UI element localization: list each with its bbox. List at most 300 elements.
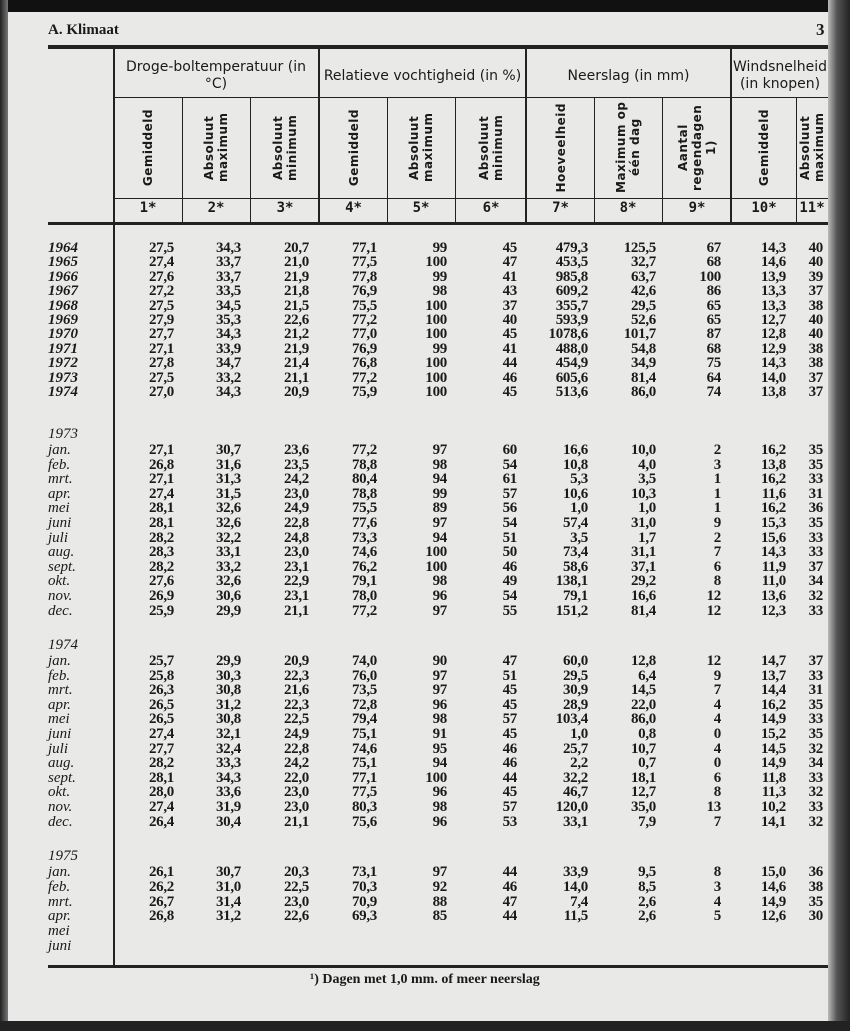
table-cell: 65 <box>706 312 721 328</box>
block-year-title: 1973 <box>48 426 78 442</box>
row-label: apr. <box>48 485 71 502</box>
table-cell: 125,5 <box>623 240 656 256</box>
table-cell: 57 <box>502 485 517 502</box>
column-header <box>455 100 527 195</box>
table-cell: 23,0 <box>283 799 309 815</box>
table-cell: 29,5 <box>630 297 656 314</box>
footnote: ¹) Dagen met 1,0 mm. of meer neerslag <box>310 972 540 987</box>
table-cell: 31,2 <box>215 908 241 925</box>
table-cell: 33,5 <box>215 283 241 300</box>
table-cell: 31,2 <box>215 696 241 713</box>
table-cell: 81,4 <box>630 602 656 619</box>
table-cell: 16,2 <box>760 696 786 713</box>
table-cell: 30,3 <box>215 667 241 684</box>
table-cell: 100 <box>425 384 447 400</box>
table-cell: 120,0 <box>555 799 588 815</box>
row-label: nov. <box>48 799 73 815</box>
table-cell: 11,3 <box>761 784 786 801</box>
table-cell: 609,2 <box>555 283 588 300</box>
table-cell: 47 <box>502 254 517 271</box>
table-cell: 94 <box>432 755 447 772</box>
row-label: 1967 <box>48 283 78 300</box>
table-cell: 27,5 <box>148 297 174 314</box>
table-cell: 22,5 <box>283 878 309 895</box>
table-cell: 97 <box>432 442 447 458</box>
column-number: 10* <box>751 200 777 216</box>
table-cell: 37 <box>808 369 823 386</box>
table-cell: 33 <box>808 544 823 561</box>
table-cell: 35 <box>808 726 823 742</box>
row-label: 1969 <box>48 312 78 328</box>
table-cell: 22,6 <box>283 908 309 925</box>
table-cell: 9,5 <box>638 864 656 880</box>
table-cell: 35 <box>808 893 823 910</box>
table-cell: 16,6 <box>630 588 656 604</box>
table-cell: 79,1 <box>562 588 588 604</box>
table-cell: 4 <box>713 711 721 728</box>
column-number: 2* <box>207 200 225 216</box>
table-cell: 97 <box>432 667 447 684</box>
table-cell: 44 <box>502 908 517 925</box>
table-cell: 77,2 <box>351 369 377 386</box>
table-cell: 15,3 <box>760 515 786 531</box>
table-cell: 100 <box>425 769 447 786</box>
table-cell: 30,4 <box>215 813 241 830</box>
table-cell: 20,7 <box>283 240 309 256</box>
table-cell: 45 <box>502 240 517 256</box>
block-year-title: 1974 <box>48 637 78 653</box>
column-header-label: Absoluut maximum <box>202 112 230 183</box>
table-cell: 33,1 <box>215 544 241 561</box>
table-cell: 11,6 <box>761 485 786 502</box>
table-cell: 27,1 <box>148 471 174 488</box>
table-cell: 46 <box>502 369 517 386</box>
table-cell: 27,5 <box>148 369 174 386</box>
table-cell: 35 <box>808 696 823 713</box>
table-cell: 2 <box>713 442 721 458</box>
table-cell: 77,2 <box>351 442 377 458</box>
table-cell: 26,7 <box>148 893 174 910</box>
page-number: 3 <box>816 20 825 39</box>
table-cell: 28,2 <box>148 529 174 546</box>
table-cell: 23,1 <box>283 588 309 604</box>
table-cell: 32,6 <box>215 573 241 590</box>
table-cell: 31,0 <box>630 515 656 531</box>
scan-top-edge <box>0 0 850 12</box>
column-header-label: Absoluut minimum <box>271 114 299 181</box>
table-cell: 4,0 <box>638 456 656 473</box>
table-cell: 75,9 <box>351 384 377 400</box>
table-cell: 103,4 <box>555 711 588 728</box>
table-cell: 27,5 <box>148 240 174 256</box>
table-cell: 14,9 <box>760 893 786 910</box>
table-cell: 30,9 <box>562 682 588 699</box>
table-cell: 27,0 <box>148 384 174 400</box>
table-cell: 100 <box>425 369 447 386</box>
table-cell: 12,3 <box>760 602 786 619</box>
table-cell: 28,3 <box>148 544 174 561</box>
table-cell: 14,6 <box>760 254 786 271</box>
column-number: 9* <box>688 200 706 216</box>
column-header <box>796 100 828 195</box>
table-cell: 27,9 <box>148 312 174 328</box>
table-cell: 21,9 <box>283 268 309 285</box>
table-cell: 75,6 <box>351 813 377 830</box>
table-cell: 0 <box>713 726 721 742</box>
table-cell: 13,9 <box>760 268 786 285</box>
table-cell: 35 <box>808 442 823 458</box>
table-cell: 40 <box>502 312 517 328</box>
row-label: juli <box>48 529 69 546</box>
column-number: 8* <box>619 200 637 216</box>
table-cell: 22,8 <box>283 740 309 757</box>
table-cell: 31 <box>808 682 823 699</box>
table-cell: 33,9 <box>215 340 241 357</box>
table-cell: 12,9 <box>760 340 786 357</box>
table-cell: 30 <box>808 908 823 925</box>
table-cell: 6 <box>713 558 721 575</box>
column-header <box>387 100 455 195</box>
table-cell: 51 <box>502 529 517 546</box>
table-cell: 32,7 <box>630 254 656 271</box>
row-label: 1970 <box>48 326 78 343</box>
table-cell: 22,3 <box>283 667 309 684</box>
table-cell: 46,7 <box>562 784 588 801</box>
table-cell: 22,8 <box>283 515 309 531</box>
table-cell: 75,5 <box>351 297 377 314</box>
table-cell: 35,0 <box>630 799 656 815</box>
table-cell: 29,5 <box>562 667 588 684</box>
row-label: 1964 <box>48 240 78 256</box>
table-cell: 77,8 <box>351 268 377 285</box>
table-cell: 33,6 <box>215 784 241 801</box>
column-header <box>662 100 732 195</box>
table-cell: 30,7 <box>215 442 241 458</box>
table-cell: 20,9 <box>283 653 309 669</box>
table-cell: 28,1 <box>148 769 174 786</box>
table-cell: 30,6 <box>215 588 241 604</box>
table-cell: 33 <box>808 667 823 684</box>
table-cell: 79,1 <box>351 573 377 590</box>
table-cell: 31 <box>808 485 823 502</box>
group-header-rule <box>113 97 828 98</box>
table-cell: 31,5 <box>215 485 241 502</box>
table-cell: 21,2 <box>283 326 309 343</box>
table-cell: 50 <box>502 544 517 561</box>
table-cell: 2,2 <box>570 755 588 772</box>
table-cell: 14,0 <box>562 878 588 895</box>
table-cell: 80,3 <box>351 799 377 815</box>
column-number: 11* <box>799 200 825 216</box>
table-cell: 14,9 <box>760 755 786 772</box>
table-cell: 1 <box>713 485 721 502</box>
table-cell: 4 <box>713 740 721 757</box>
table-cell: 98 <box>432 573 447 590</box>
table-cell: 60 <box>502 442 517 458</box>
table-cell: 138,1 <box>555 573 588 590</box>
table-cell: 21,1 <box>283 813 309 830</box>
table-cell: 54,8 <box>630 340 656 357</box>
table-cell: 14,1 <box>760 813 786 830</box>
table-cell: 75,1 <box>351 755 377 772</box>
table-cell: 34 <box>808 573 823 590</box>
table-cell: 45 <box>502 784 517 801</box>
table-cell: 27,4 <box>148 726 174 742</box>
table-cell: 57 <box>502 711 517 728</box>
table-cell: 8,5 <box>638 878 656 895</box>
table-cell: 96 <box>432 784 447 801</box>
table-cell: 12,6 <box>760 908 786 925</box>
table-cell: 74 <box>706 384 721 400</box>
table-cell: 36 <box>808 864 823 880</box>
column-header <box>594 100 662 195</box>
table-cell: 77,1 <box>351 769 377 786</box>
column-number: 5* <box>412 200 430 216</box>
table-cell: 29,9 <box>215 653 241 669</box>
table-cell: 27,4 <box>148 799 174 815</box>
row-label: sept. <box>48 558 76 575</box>
table-cell: 479,3 <box>555 240 588 256</box>
table-cell: 75,1 <box>351 726 377 742</box>
table-cell: 94 <box>432 471 447 488</box>
table-cell: 40 <box>808 240 823 256</box>
table-cell: 32,4 <box>215 740 241 757</box>
table-cell: 28,1 <box>148 515 174 531</box>
group-temperature: Droge-boltemperatuur (in °C) <box>126 59 306 92</box>
table-cell: 33,7 <box>215 268 241 285</box>
table-cell: 26,5 <box>148 696 174 713</box>
table-cell: 21,5 <box>283 297 309 314</box>
table-cell: 24,2 <box>283 471 309 488</box>
column-header-label: Aantal regendagen 1) <box>676 104 718 191</box>
table-cell: 2,6 <box>638 893 656 910</box>
table-cell: 38 <box>808 297 823 314</box>
row-label: juli <box>48 740 69 757</box>
table-cell: 98 <box>432 283 447 300</box>
section-title: A. Klimaat <box>48 22 119 38</box>
row-label: feb. <box>48 456 71 473</box>
table-cell: 68 <box>706 340 721 357</box>
table-cell: 65 <box>706 297 721 314</box>
table-cell: 20,9 <box>283 384 309 400</box>
table-cell: 24,9 <box>283 500 309 517</box>
table-cell: 33 <box>808 529 823 546</box>
table-cell: 7 <box>713 813 721 830</box>
table-cell: 1 <box>713 471 721 488</box>
table-cell: 77,1 <box>351 240 377 256</box>
row-label: aug. <box>48 755 75 772</box>
row-label: aug. <box>48 544 75 561</box>
table-cell: 24,8 <box>283 529 309 546</box>
table-cell: 2,6 <box>638 908 656 925</box>
column-number: 3* <box>276 200 294 216</box>
row-label: apr. <box>48 696 71 713</box>
table-cell: 86 <box>706 283 721 300</box>
table-cell: 37 <box>502 297 517 314</box>
table-cell: 96 <box>432 696 447 713</box>
table-cell: 76,9 <box>351 283 377 300</box>
group-precipitation: Neerslag (in mm) <box>567 67 690 84</box>
column-number: 1* <box>139 200 157 216</box>
table-cell: 1078,6 <box>548 326 588 343</box>
table-cell: 13,6 <box>760 588 786 604</box>
table-cell: 20,3 <box>283 864 309 880</box>
table-cell: 38 <box>808 355 823 372</box>
column-number: 6* <box>482 200 500 216</box>
table-cell: 11,8 <box>761 769 786 786</box>
table-cell: 25,8 <box>148 667 174 684</box>
table-cell: 33,7 <box>215 254 241 271</box>
table-cell: 12 <box>706 653 721 669</box>
table-cell: 70,3 <box>351 878 377 895</box>
table-cell: 25,7 <box>148 653 174 669</box>
table-cell: 96 <box>432 588 447 604</box>
table-cell: 95 <box>432 740 447 757</box>
row-label: feb. <box>48 878 71 895</box>
table-cell: 1,0 <box>638 500 656 517</box>
table-cell: 32,2 <box>215 529 241 546</box>
table-cell: 7 <box>713 682 721 699</box>
table-cell: 33,2 <box>215 369 241 386</box>
table-cell: 78,8 <box>351 456 377 473</box>
table-cell: 33 <box>808 799 823 815</box>
row-label: okt. <box>48 573 71 590</box>
table-cell: 37,1 <box>630 558 656 575</box>
table-cell: 27,8 <box>148 355 174 372</box>
table-cell: 76,8 <box>351 355 377 372</box>
table-cell: 6 <box>713 769 721 786</box>
table-cell: 30,8 <box>215 682 241 699</box>
table-cell: 77,2 <box>351 312 377 328</box>
table-cell: 10,2 <box>760 799 786 815</box>
row-label: 1966 <box>48 268 78 285</box>
table-cell: 54 <box>502 515 517 531</box>
table-cell: 26,1 <box>148 864 174 880</box>
table-cell: 23,0 <box>283 893 309 910</box>
column-header-label: Hoeveelheid <box>553 102 568 193</box>
table-cell: 25,9 <box>148 602 174 619</box>
column-header-label: Gemiddeld <box>141 108 155 187</box>
row-label: 1965 <box>48 254 78 271</box>
table-cell: 74,6 <box>351 740 377 757</box>
table-cell: 33,2 <box>215 558 241 575</box>
table-cell: 3,5 <box>638 471 656 488</box>
scan-bottom-edge <box>0 1021 850 1031</box>
table-cell: 28,9 <box>562 696 588 713</box>
table-cell: 77,5 <box>351 784 377 801</box>
table-cell: 57,4 <box>562 515 588 531</box>
table-cell: 77,0 <box>351 326 377 343</box>
table-cell: 88 <box>432 893 447 910</box>
table-cell: 22,9 <box>283 573 309 590</box>
table-cell: 36 <box>808 500 823 517</box>
table-cell: 5,3 <box>570 471 588 488</box>
table-cell: 13 <box>706 799 721 815</box>
table-cell: 8 <box>713 864 721 880</box>
table-cell: 14,4 <box>760 682 786 699</box>
table-cell: 33,1 <box>562 813 588 830</box>
table-cell: 78,8 <box>351 485 377 502</box>
table-cell: 47 <box>502 893 517 910</box>
table-cell: 16,2 <box>760 500 786 517</box>
table-cell: 24,2 <box>283 755 309 772</box>
table-cell: 21,6 <box>283 682 309 699</box>
table-cell: 35,3 <box>215 312 241 328</box>
table-cell: 28,1 <box>148 500 174 517</box>
table-cell: 73,4 <box>562 544 588 561</box>
table-cell: 33 <box>808 769 823 786</box>
table-cell: 0,7 <box>638 755 656 772</box>
table-cell: 7 <box>713 544 721 561</box>
table-cell: 13,8 <box>760 456 786 473</box>
row-label: mei <box>48 500 70 517</box>
column-header-label: Absoluut minimum <box>477 114 505 181</box>
table-cell: 605,6 <box>555 369 588 386</box>
table-cell: 60,0 <box>562 653 588 669</box>
table-cell: 23,1 <box>283 558 309 575</box>
table-cell: 34,9 <box>630 355 656 372</box>
table-cell: 14,5 <box>630 682 656 699</box>
table-bottom-rule <box>48 965 828 968</box>
table-cell: 10,3 <box>630 485 656 502</box>
table-cell: 14,6 <box>760 878 786 895</box>
table-cell: 13,8 <box>760 384 786 400</box>
table-cell: 46 <box>502 740 517 757</box>
table-cell: 9 <box>713 515 721 531</box>
table-cell: 74,0 <box>351 653 377 669</box>
table-cell: 34,3 <box>215 384 241 400</box>
table-cell: 15,0 <box>760 864 786 880</box>
group-wind: Windsnelheid (in knopen) <box>732 59 828 92</box>
table-cell: 32 <box>808 784 823 801</box>
table-cell: 15,2 <box>760 726 786 742</box>
table-cell: 12,8 <box>630 653 656 669</box>
table-cell: 73,3 <box>351 529 377 546</box>
table-cell: 91 <box>432 726 447 742</box>
table-cell: 76,0 <box>351 667 377 684</box>
block-year-title: 1975 <box>48 848 78 864</box>
table-cell: 23,6 <box>283 442 309 458</box>
table-cell: 80,4 <box>351 471 377 488</box>
column-number-rule <box>113 198 828 199</box>
table-cell: 27,6 <box>148 573 174 590</box>
table-cell: 100 <box>425 326 447 343</box>
table-cell: 86,0 <box>630 384 656 400</box>
table-cell: 13,3 <box>760 297 786 314</box>
table-cell: 1,7 <box>638 529 656 546</box>
table-cell: 26,5 <box>148 711 174 728</box>
table-cell: 37 <box>808 558 823 575</box>
table-cell: 37 <box>808 384 823 400</box>
table-cell: 21,4 <box>283 355 309 372</box>
table-cell: 51 <box>502 667 517 684</box>
row-label: okt. <box>48 784 71 801</box>
row-label: 1968 <box>48 297 78 314</box>
table-cell: 34,3 <box>215 240 241 256</box>
table-cell: 33,3 <box>215 755 241 772</box>
row-label: juni <box>48 515 72 531</box>
table-cell: 35 <box>808 515 823 531</box>
row-label: mei <box>48 711 70 728</box>
table-cell: 11,5 <box>563 908 588 925</box>
table-cell: 45 <box>502 682 517 699</box>
column-header-label: Absoluut maximum <box>798 112 826 183</box>
table-cell: 61 <box>502 471 517 488</box>
column-header <box>320 100 387 195</box>
table-cell: 15,6 <box>760 529 786 546</box>
table-cell: 8 <box>713 573 721 590</box>
table-cell: 10,0 <box>630 442 656 458</box>
